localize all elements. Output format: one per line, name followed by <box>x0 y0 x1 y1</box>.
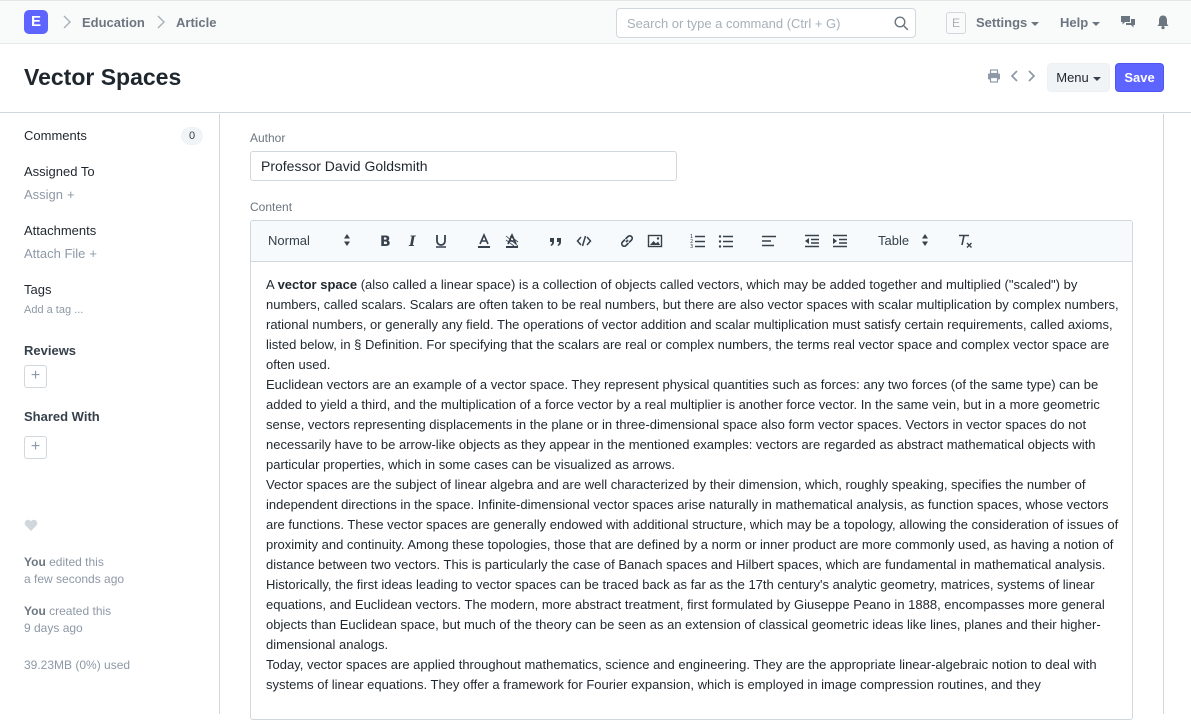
settings-menu[interactable] <box>976 15 1039 30</box>
storage-usage: 39.23MB (0%) used <box>24 658 131 672</box>
bold-icon[interactable] <box>377 233 393 249</box>
svg-text:1: 1 <box>690 234 694 240</box>
form-sidebar <box>0 114 220 714</box>
outdent-icon[interactable] <box>804 233 820 249</box>
bold-term: vector space <box>277 277 358 292</box>
paragraph-text: A <box>266 277 278 292</box>
chevron-right-icon <box>157 15 165 29</box>
help-menu[interactable] <box>1060 15 1100 30</box>
paragraph-text: (also called a linear space) is a collection of objects called vectors, which may be added together and multiplied ("scaled") by numbers, called scalars. Scalars are often taken to be real numbers, but there are also vector spaces with scalar multiplication by complex numbers, rational numbers, or generally any field. The operations of vector addition and scalar multiplication must satisfy certain requirements, called axioms, listed below, in § Definition. For specifying that the scalars are real or complex numbers, the terms real vector space and complex vector space are often used. <box>266 277 1119 372</box>
content-label: Content <box>250 200 293 214</box>
blockquote-icon[interactable] <box>548 233 564 249</box>
help-label: Help <box>1060 15 1089 30</box>
underline-icon[interactable] <box>433 233 449 249</box>
attach-file-link[interactable] <box>24 246 97 261</box>
activity-time: 9 days ago <box>24 621 83 635</box>
plus-icon: + <box>89 246 98 261</box>
content-paragraph: Euclidean vectors are an example of a vector space. They represent physical quantities such as forces: any two forces (of the same type) can be added to yield a third, and the multiplication of a force vector by a real multiplier is another force vector. In the same vein, but in a more geometric sense, vectors representing displacements in the plane or in three-dimensional space also form vector spaces. Vectors in vector spaces do not necessarily have to be arrow-like objects as they appear in the mentioned examples: vectors are regarded as abstract mathematical objects with particular properties, which in some cases can be visualized as arrows. <box>266 377 1100 472</box>
activity-user: You <box>24 555 46 569</box>
table-select[interactable]: Table <box>878 233 910 248</box>
activity-action: edited this <box>49 555 104 569</box>
menu-button[interactable] <box>1047 63 1110 92</box>
code-block-icon[interactable] <box>576 233 592 249</box>
content-paragraph: Historically, the first ideas leading to vector spaces can be traced back as far as the 17th century's analytic geometry, matrices, systems of linear equations, and Euclidean vectors. The modern, more abstract treatment, first formulated by Giuseppe Peano in 1888, encompasses more general objects than Euclidean space, but much of the theory can be seen as an extension of classical geometric ideas like lines, planes and their higher-dimensional analogs. <box>266 577 1105 652</box>
activity-item <box>24 603 111 637</box>
add-tag-link[interactable]: Add a tag ... <box>24 304 84 316</box>
attachments-label: Attachments <box>24 223 97 238</box>
user-avatar[interactable]: E <box>946 12 966 34</box>
attach-file-label: Attach File <box>24 246 86 261</box>
svg-text:I: I <box>409 234 416 249</box>
content-editor <box>250 220 1133 720</box>
chevron-right-icon <box>63 15 71 29</box>
search-icon[interactable] <box>894 16 909 31</box>
link-icon[interactable] <box>619 233 635 249</box>
activity-time: a few seconds ago <box>24 572 125 586</box>
add-review-button[interactable] <box>24 365 47 388</box>
indent-icon[interactable] <box>832 233 848 249</box>
author-field[interactable]: Professor David Goldsmith <box>250 151 677 181</box>
assigned-to-label: Assigned To <box>24 164 95 179</box>
content-paragraph: Vector spaces are the subject of linear algebra and are well characterized by their dimension, which, roughly speaking, specifies the number of independent directions in the space. Infinite-dimensional vector spaces arise naturally in mathematical analysis, as function spaces, whose vectors are functions. These vector spaces are generally endowed with additional structure, which may be a topology, allowing the consideration of issues of proximity and continuity. Among these topologies, those that are defined by a norm or inner product are more commonly used, as having a notion of distance between two vectors. This is particularly the case of Banach spaces and Hilbert spaces, which are fundamental in mathematical analysis. <box>266 477 1119 572</box>
select-updown-icon <box>922 234 928 246</box>
bullet-list-icon[interactable] <box>718 233 734 249</box>
reviews-label: Reviews <box>24 343 77 358</box>
editor-content[interactable] <box>266 275 1126 695</box>
content-paragraph: Today, vector spaces are applied throughout mathematics, science and engineering. They are the appropriate linear-algebraic notion to deal with systems of linear equations. They offer a framework for Fourier expansion, which is employed in image compression routines, and they <box>266 657 1097 692</box>
comments-label[interactable]: Comments <box>24 128 87 143</box>
caret-down-icon <box>1093 77 1101 81</box>
assign-link-label: Assign <box>24 187 64 202</box>
form-main <box>220 114 1164 714</box>
breadcrumb-article[interactable]: Article <box>176 15 217 30</box>
app-logo[interactable]: E <box>24 10 48 34</box>
shared-with-label: Shared With <box>24 409 100 424</box>
search-input[interactable] <box>617 9 882 37</box>
chat-bubbles-icon[interactable] <box>1120 14 1136 30</box>
svg-text:B: B <box>380 234 391 249</box>
align-left-icon[interactable] <box>761 233 777 249</box>
activity-user: You <box>24 604 46 618</box>
image-icon[interactable] <box>647 233 663 249</box>
ordered-list-icon[interactable] <box>690 233 706 249</box>
editor-toolbar <box>251 221 1132 262</box>
activity-item <box>24 554 124 588</box>
page-title: Vector Spaces <box>24 64 182 90</box>
svg-text:3: 3 <box>690 244 694 249</box>
save-button[interactable]: Save <box>1115 63 1164 92</box>
heart-icon[interactable] <box>24 519 38 532</box>
assign-link[interactable] <box>24 187 75 202</box>
page-header <box>0 45 1191 113</box>
printer-icon[interactable] <box>987 69 1001 83</box>
caret-down-icon <box>1031 22 1039 26</box>
caret-down-icon <box>1092 22 1100 26</box>
author-label: Author <box>250 131 286 145</box>
next-document-icon[interactable] <box>1024 69 1038 83</box>
content-paragraph <box>266 275 1126 375</box>
text-style-select[interactable]: Normal <box>268 233 310 248</box>
plus-icon: + <box>30 367 41 384</box>
plus-icon: + <box>30 438 41 455</box>
activity-action: created this <box>49 604 112 618</box>
plus-icon: + <box>67 187 75 202</box>
menu-button-label: Menu <box>1056 70 1089 85</box>
comments-count-badge: 0 <box>181 127 203 145</box>
select-updown-icon <box>344 234 350 246</box>
tags-label: Tags <box>24 282 52 297</box>
background-color-icon[interactable] <box>504 233 520 249</box>
breadcrumb-education[interactable]: Education <box>82 15 145 30</box>
previous-document-icon[interactable] <box>1008 69 1022 83</box>
navbar <box>0 0 1191 44</box>
bell-icon[interactable] <box>1155 14 1171 30</box>
search-box <box>616 8 916 38</box>
clear-formatting-icon[interactable] <box>957 233 973 249</box>
italic-icon[interactable] <box>405 233 421 249</box>
settings-label: Settings <box>976 15 1028 30</box>
svg-text:2: 2 <box>690 239 694 245</box>
add-share-button[interactable] <box>24 436 47 459</box>
text-color-icon[interactable] <box>476 233 492 249</box>
